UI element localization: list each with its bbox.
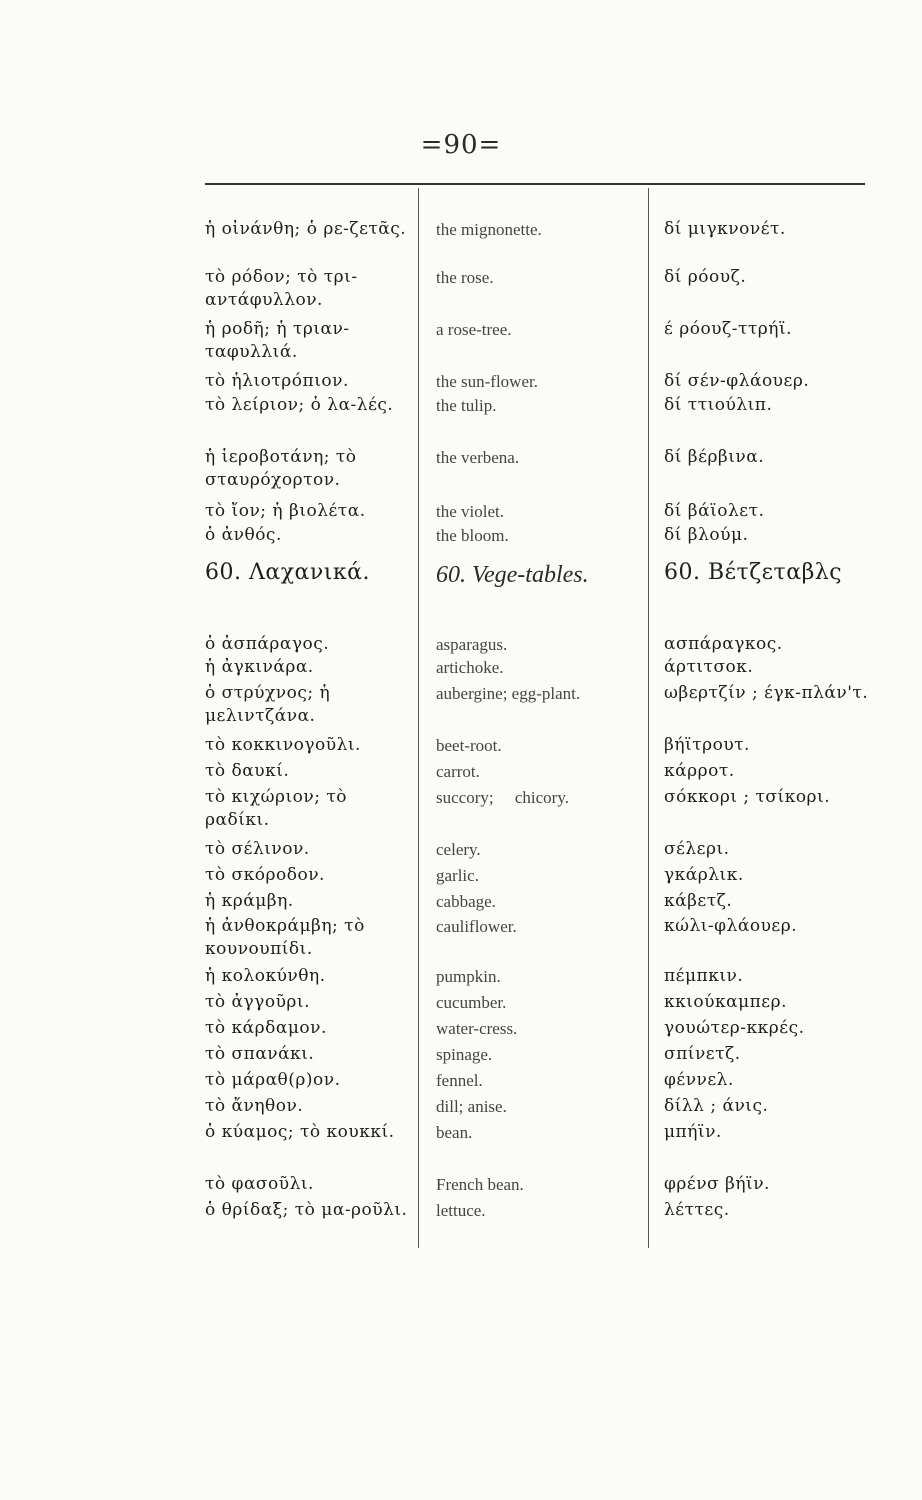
pronunciation: γκάρλικ. [664, 865, 744, 885]
pronunciation: σόκκορι ; τσίκορι. [664, 787, 831, 807]
english-term: carrot. [436, 762, 480, 781]
greek-term: ὁ ἀνθός. [205, 525, 282, 545]
english-term: cabbage. [436, 892, 496, 911]
greek-term: τὸ φασοῦλι. [205, 1174, 314, 1194]
english-term: a rose-tree. [436, 320, 512, 339]
greek-term: τὸ ἄνηθον. [205, 1096, 304, 1116]
english-term: water-cress. [436, 1019, 518, 1038]
pronunciation: ασπάραγκος. [664, 634, 783, 654]
english-term: fennel. [436, 1071, 483, 1090]
column-divider-right [648, 188, 649, 1248]
english-term: celery. [436, 840, 481, 859]
pronunciation: γουώτερ-κκρές. [664, 1018, 805, 1038]
pronunciation: δί βάϊολετ. [664, 501, 765, 521]
greek-term: τὸ ἡλιοτρόπιον. [205, 371, 349, 391]
column-divider-left [418, 188, 419, 1248]
pronunciation: κάρροτ. [664, 761, 735, 781]
greek-term: ἡ ἱεροβοτάνη; τὸ σταυρόχορτον. [205, 447, 357, 490]
english-term: dill; anise. [436, 1097, 507, 1116]
greek-term: ἡ κράμβη. [205, 891, 294, 911]
pronunciation: δί ρόουζ. [664, 267, 747, 287]
pronunciation: βήϊτρουτ. [664, 735, 750, 755]
pronunciation: κώλι-φλάουερ. [664, 916, 798, 936]
pronunciation: άρτιτσοκ. [664, 657, 754, 677]
section-title-greek: 60. Λαχανικά. [205, 560, 371, 585]
greek-term: τὸ λείριον; ὁ λα-λές. [205, 395, 394, 415]
greek-term: τὸ σκόροδον. [205, 865, 325, 885]
greek-term: τὸ ρόδον; τὸ τρι-αντάφυλλον. [205, 267, 358, 310]
pronunciation: σέλερι. [664, 839, 730, 859]
pronunciation: φρένσ βήϊν. [664, 1174, 770, 1194]
english-term: aubergine; egg-plant. [436, 684, 581, 703]
pronunciation: φέννελ. [664, 1070, 734, 1090]
english-term: the rose. [436, 268, 494, 287]
greek-term: ἡ κολοκύνθη. [205, 966, 326, 986]
greek-term: ὁ κύαμος; τὸ κουκκί. [205, 1122, 395, 1142]
header-rule [205, 183, 865, 185]
english-term: beet-root. [436, 736, 502, 755]
english-term: the verbena. [436, 448, 520, 467]
greek-term: τὸ κοκκινογοῦλι. [205, 735, 361, 755]
pronunciation: σπίνετζ. [664, 1044, 741, 1064]
english-term: bean. [436, 1123, 473, 1142]
english-term: French bean. [436, 1175, 524, 1194]
greek-term: ὁ στρύχνος; ἡ μελιντζάνα. [205, 683, 331, 726]
english-term: cucumber. [436, 993, 507, 1012]
greek-term: τὸ σπανάκι. [205, 1044, 315, 1064]
greek-term: ἡ ἀνθοκράμβη; τὸ κουνουπίδι. [205, 916, 365, 959]
pronunciation: δίλλ ; άνις. [664, 1096, 769, 1116]
english-term: the violet. [436, 502, 504, 521]
pronunciation: κάβετζ. [664, 891, 733, 911]
english-term: cauliflower. [436, 917, 517, 936]
pronunciation: δί μιγκνονέτ. [664, 219, 786, 239]
english-term: pumpkin. [436, 967, 501, 986]
greek-term: ὁ ἀσπάραγος. [205, 634, 330, 654]
pronunciation: λέττες. [664, 1200, 730, 1220]
english-term: the sun-flower. [436, 372, 538, 391]
greek-term: τὸ μάραθ(ρ)ον. [205, 1070, 341, 1090]
pronunciation: έ ρόουζ-ττρήϊ. [664, 319, 793, 339]
greek-term: ἡ ἀγκινάρα. [205, 657, 314, 677]
page-number: =90= [420, 130, 502, 160]
section-title-pronunciation: 60. Βέτζεταβλς [664, 560, 843, 585]
pronunciation: πέμπκιν. [664, 966, 744, 986]
english-term: artichoke. [436, 658, 504, 677]
pronunciation: δί βέρβινα. [664, 447, 765, 467]
greek-term: ἡ οἰνάνθη; ὁ ρε-ζετᾶς. [205, 219, 407, 239]
pronunciation: μπήϊν. [664, 1122, 722, 1142]
section-title-english: 60. Vege-tables. [436, 562, 589, 588]
english-term: the mignonette. [436, 220, 542, 239]
english-term: the tulip. [436, 396, 497, 415]
english-term: garlic. [436, 866, 479, 885]
greek-term: τὸ δαυκί. [205, 761, 290, 781]
greek-term: τὸ κιχώριον; τὸ ραδίκι. [205, 787, 347, 830]
english-term: succory; chicory. [436, 788, 569, 807]
pronunciation: δί ττιούλιπ. [664, 395, 773, 415]
greek-term: τὸ ἴον; ἡ βιολέτα. [205, 501, 366, 521]
pronunciation: ωβερτζίν ; έγκ-πλάν'τ. [664, 683, 869, 703]
pronunciation: κκιούκαμπερ. [664, 992, 788, 1012]
greek-term: τὸ κάρδαμον. [205, 1018, 327, 1038]
greek-term: τὸ σέλινον. [205, 839, 310, 859]
english-term: asparagus. [436, 635, 508, 654]
pronunciation: δί σέν-φλάουερ. [664, 371, 810, 391]
english-term: lettuce. [436, 1201, 486, 1220]
english-term: the bloom. [436, 526, 509, 545]
greek-term: ὁ θρίδαξ; τὸ μα-ροῦλι. [205, 1200, 408, 1220]
pronunciation: δί βλούμ. [664, 525, 749, 545]
greek-term: ἡ ροδῆ; ἡ τριαν-ταφυλλιά. [205, 319, 350, 362]
greek-term: τὸ ἀγγοῦρι. [205, 992, 310, 1012]
english-term: spinage. [436, 1045, 493, 1064]
